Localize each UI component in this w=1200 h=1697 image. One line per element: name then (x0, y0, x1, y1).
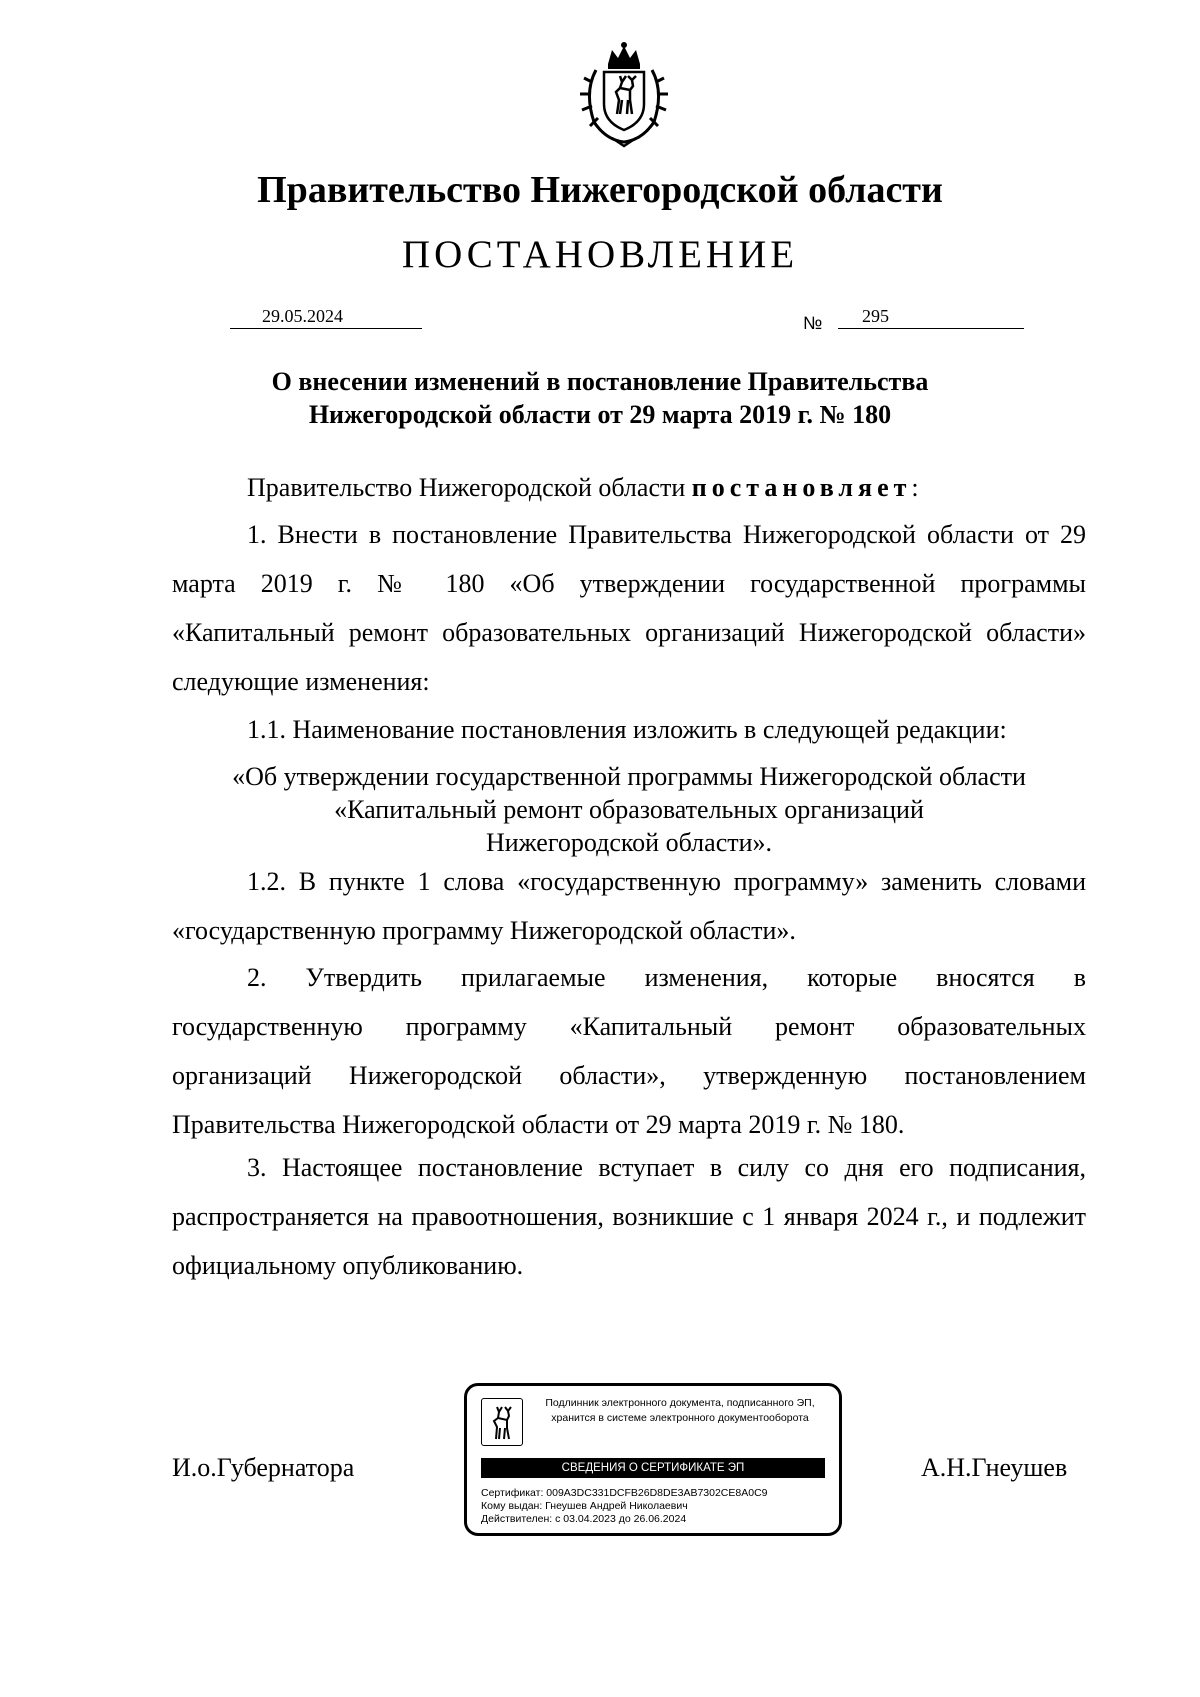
electronic-signature-stamp (464, 1383, 842, 1536)
document-number: 295 (862, 306, 889, 326)
new-title-quote (172, 760, 1086, 859)
stamp-header (525, 1396, 835, 1426)
deer-emblem-icon (481, 1398, 523, 1446)
certificate-info-bar: СВЕДЕНИЯ О СЕРТИФИКАТЕ ЭП (481, 1458, 825, 1478)
subject-line-2: Нижегородской области от 29 марта 2019 г. № 180 (308, 400, 892, 429)
preamble-text: Правительство Нижегородской области (247, 473, 692, 502)
quote-line-1: «Об утверждении государственной программы Нижегородской области (232, 762, 1026, 791)
paragraph-3: 3. Настоящее постановление вступает в силу со дня его подписания, распространяется на правоотношения, возникшие с 1 января 2024 г., и подлежит официальному опубликованию. (172, 1153, 1086, 1280)
document-subject (0, 365, 1200, 431)
stamp-header-line-1: Подлинник электронного документа, подписанного ЭП, (545, 1397, 815, 1409)
preamble-tail: : (911, 473, 919, 502)
document-date: 29.05.2024 (262, 306, 343, 326)
coat-of-arms-emblem (570, 42, 678, 148)
subject-line-1: О внесении изменений в постановление Правительства (271, 367, 929, 396)
preamble-verb: постановляет (691, 473, 912, 502)
document-type: ПОСТАНОВЛЕНИЕ (401, 233, 799, 276)
certificate-serial: Сертификат: 009A3DC331DCFB26D8DE3AB7302CE8A0C9 (481, 1487, 768, 1499)
preamble (172, 463, 1086, 512)
paragraph-2: 2. Утвердить прилагаемые изменения, которые вносятся в государственную программу «Капитальный ремонт образовательных организаций Нижегородской области», утвержденную постановлением Правительства Нижегородской области от 29 марта 2019 г. № 180. (172, 963, 1086, 1139)
organization-title: Правительство Нижегородской области (257, 169, 943, 211)
signer-name: А.Н.Гнеушев (921, 1453, 1068, 1482)
certificate-validity: Действителен: с 03.04.2023 до 26.06.2024 (481, 1513, 687, 1525)
signer-position: И.о.Губернатора (172, 1453, 355, 1482)
stamp-header-line-2: хранится в системе электронного документооборота (551, 1412, 809, 1424)
quote-line-3: Нижегородской области». (485, 828, 773, 857)
certificate-owner: Кому выдан: Гнеушев Андрей Николаевич (481, 1500, 688, 1512)
paragraph-1: 1. Внести в постановление Правительства Нижегородской области от 29 марта 2019 г. № 180 «Об утверждении государственной программы «Капитальный ремонт образовательных организаций Нижегородской области» следующие изменения: (172, 520, 1086, 696)
paragraph-1-1: 1.1. Наименование постановления изложить в следующей редакции: (247, 715, 1007, 744)
quote-line-2: «Капитальный ремонт образовательных организаций (334, 795, 924, 824)
number-sign: № (803, 313, 823, 333)
paragraph-1-2: 1.2. В пункте 1 слова «государственную программу» заменить словами «государственную программу Нижегородской области». (172, 867, 1086, 945)
